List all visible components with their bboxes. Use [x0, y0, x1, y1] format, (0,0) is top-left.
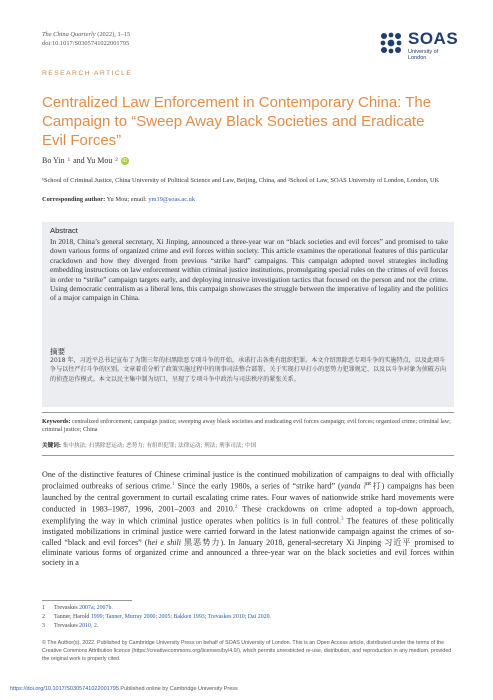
body-italic: yanda	[340, 482, 361, 492]
footer-text: Published online by Cambridge University Press	[118, 686, 238, 692]
affiliations: ¹School of Criminal Justice, China University of Political Science and Law, Beijing, China, and ²School of Law, SOAS University of London, London, UK	[42, 177, 440, 184]
author-line	[42, 156, 129, 165]
body-text: The features of these politically instigated mobilizations in criminal justice were carried forward in the latest nationwide campaign against the crimes of so-called “black and evil forces” (	[42, 516, 454, 547]
body-text: These crackdowns on crime adopted a top-down approach, exemplifying the way in which criminal justice operates when politics is in full control.	[42, 504, 454, 526]
author-1[interactable]: Bo Yin	[42, 156, 65, 165]
footnote-link[interactable]: 1999; Tanner, Murray 2000; 2005; Bakken 1993; Trevaskes 2010; Dai 2020.	[90, 614, 272, 620]
orcid-icon[interactable]: iD	[122, 157, 128, 164]
body-text: ) campaigns has been launched by the central government to curtail escalating crime rates. Four waves of nationwide strike hard movements were conducted in 1983–1987, 1996, 2001–2003 and 2010.	[42, 482, 454, 514]
keywords-divider-top	[42, 412, 454, 413]
footnote-number: 3	[42, 623, 45, 629]
keywords	[42, 418, 454, 435]
footnote	[42, 614, 454, 622]
author-1-affil: 1	[67, 158, 71, 163]
keywords-text: centralized enforcement; campaign justice; sweeping away black societies and eradicating evil forces campaign; evil forces; organized crime; criminal law; criminal justice; China	[42, 419, 451, 434]
footnote-ref[interactable]: 1	[171, 482, 175, 488]
soas-emblem-icon	[378, 30, 404, 56]
copyright-notice: © The Author(s), 2022. Published by Cambridge University Press on behalf of SOAS University of London. This is an Open Access article, distributed under the terms of the Creative Commons Attribution licence (https://creativecommons.org/licenses/by/4.0/), which permits unrestricted re-use, distribution, and reproduction in any medium, provided the original work is properly cited.	[42, 640, 452, 662]
logo-subtitle: University of London	[408, 49, 439, 61]
journal-meta: (2022), 1–15	[97, 31, 131, 38]
corresponding-label: Corresponding author:	[42, 196, 106, 203]
body-chinese: 严打	[360, 482, 382, 492]
journal-name: The China Quarterly	[42, 31, 96, 38]
body-chinese: 黑恶势力	[181, 537, 221, 547]
abstract-zh-heading: 摘要	[50, 347, 66, 356]
footer-doi-link[interactable]: https://doi.org/10.1017/S0305741022001795	[10, 686, 119, 692]
body-paragraph	[42, 470, 454, 569]
abstract-zh-text: 2018 年，习近平总书记宣布了为期三年的扫黑除恶专项斗争的开始，承诺打击各类有组织犯罪。本文介绍黑除恶专项斗争的实施特点，以及此项斗争与以往严打斗争的区别。文章着重分析了政策实施过程中的刑事司法整合部署、关于实现打早打小的恶势力犯罪规定、以及以斗争对象为侦破方向的侦查运作模式。本文以民主集中制为切口，呈现了专项斗争中政治与司法秩序的紧张关系。	[50, 357, 447, 383]
logo-name: SOAS	[408, 29, 459, 48]
body-italic: hei e shili	[147, 537, 181, 547]
footnote	[42, 605, 454, 613]
author-2-affil: 2	[115, 158, 118, 163]
keywords-zh	[42, 441, 454, 449]
abstract-heading: Abstract	[50, 226, 78, 235]
footnote-number: 2	[42, 614, 45, 620]
journal-info	[42, 30, 130, 48]
footnote-divider	[42, 600, 132, 601]
body-text: One of the distinctive features of Chinese criminal justice is the continued mobilization of campaigns to deal with officially proclaimed outbreaks of serious crime.	[42, 470, 454, 492]
page-footer	[10, 686, 238, 692]
footnote-number: 1	[42, 605, 45, 611]
article-title: Centralized Law Enforcement in Contemporary China: The Campaign to “Sweep Away Black Societies and Eradicate Evil Forces”	[42, 94, 432, 149]
body-chinese: 习近平	[384, 537, 412, 547]
footnote-text: Trevaskes	[54, 605, 80, 611]
abstract-text: In 2018, China’s general secretary, Xi Jinping, announced a three-year war on “black societies and evil forces” and promised to take down various forms of organized crime and evil forces within society. This article examines the operational features of this particular crackdown and how they diverged from previous “strike hard” campaigns. This campaign adopted novel strategies including embedding instructions on law enforcement within criminal justice institutions, promulgating special rules on the crimes of evil forces in order to “strike” campaign targets early, and deploying intrusive investigation tactics that focused on the person and not the crime. Using democratic centralism as a liberal lens, this campaign showcases the struggle between the imperative of legality and the politics of a major campaign in China.	[50, 237, 448, 303]
footnote-link[interactable]: 2010, 2.	[79, 623, 99, 629]
footnote-ref[interactable]: 2	[234, 504, 238, 510]
body-text: ). In January 2018, general-secretary Xi Jinping	[220, 537, 385, 547]
keywords-label: Keywords:	[42, 419, 71, 425]
footnote-text: Tanner, Harold	[54, 614, 91, 620]
corresponding-text: Yu Mou; email:	[105, 196, 149, 203]
journal-doi[interactable]: doi:10.1017/S0305741022001795	[42, 40, 130, 47]
body-text: promised to eliminate various forms of organized crime and announced a three-year war on the black societies and evil forces within society in a	[42, 537, 454, 568]
footnote-link[interactable]: 2007a; 2007b.	[79, 605, 113, 611]
article-type-label: RESEARCH ARTICLE	[42, 70, 133, 77]
soas-logo	[378, 28, 458, 62]
footnote-text: Trevaskes	[54, 623, 80, 629]
author-2[interactable]: and Yu Mou	[73, 156, 113, 165]
footnote	[42, 623, 454, 631]
keywords-zh-label: 关键词:	[42, 443, 62, 449]
body-text: Since the early 1980s, a series of “strike hard” (	[174, 482, 341, 492]
keywords-zh-text: 集中执法; 扫黑除恶运动; 恶势力; 有组织犯罪; 法律运动; 刑法; 刑事司法; 中国	[61, 443, 257, 449]
keywords-divider-bottom	[42, 455, 454, 456]
corresponding-author	[42, 196, 195, 203]
footnote-ref[interactable]: 3	[341, 517, 344, 522]
corresponding-email[interactable]: ym19@soas.ac.uk	[148, 196, 196, 203]
